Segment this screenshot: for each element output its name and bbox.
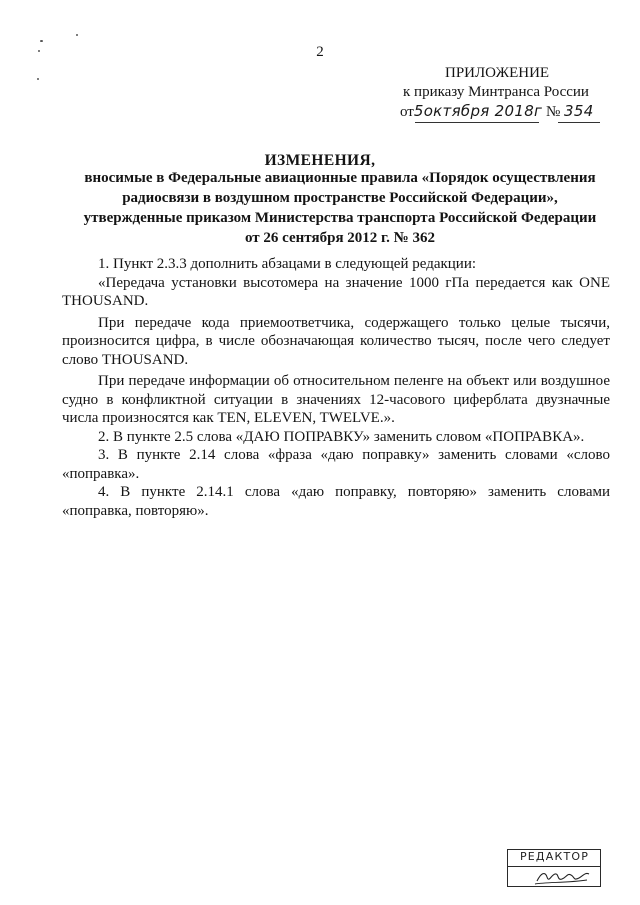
paragraph: «Передача установки высотомера на значение 1000 гПа передается как ONE THOUSAND. bbox=[62, 274, 610, 309]
body-text bbox=[62, 255, 610, 520]
subtitle-line: утвержденные приказом Министерства транспорта Российской Федерации bbox=[83, 210, 597, 226]
scan-speck bbox=[76, 34, 78, 36]
handwritten-number: 354 bbox=[564, 102, 594, 120]
document-title: ИЗМЕНЕНИЯ, bbox=[264, 152, 376, 169]
signature-scribble bbox=[507, 849, 603, 889]
subtitle-line: радиосвязи в воздушном пространстве Российской Федерации», bbox=[122, 190, 558, 206]
stamp-label: РЕДАКТОР bbox=[519, 850, 590, 863]
paragraph: 3. В пункте 2.14 слова «фраза «даю поправку» заменить словами «слово «поправка». bbox=[62, 447, 610, 482]
appendix-block bbox=[398, 64, 618, 124]
paragraph: При передаче информации об относительном пеленге на объект или воздушное судно в конфликтной ситуации в значениях 12-часового циферблата двузначные числа произносятся как TEN, ELEVEN, TWELVE.». bbox=[62, 373, 610, 426]
appendix-order-ref: к приказу Минтранса России bbox=[403, 84, 589, 100]
scan-speck bbox=[40, 40, 43, 42]
subtitle-line: от 26 сентября 2012 г. № 362 bbox=[245, 230, 435, 246]
number-underline bbox=[558, 122, 600, 123]
paragraph: При передаче кода приемоответчика, содержащего только целые тысячи, произносится цифра, в числе обозначающая количество тысяч, после чего следует слово THOUSAND. bbox=[62, 314, 610, 368]
paragraph: 4. В пункте 2.14.1 слова «даю поправку, повторяю» заменить словами «поправка, повторяю». bbox=[62, 484, 610, 519]
document-subtitle bbox=[60, 168, 620, 248]
handwritten-date: 5октября 2018г bbox=[413, 102, 543, 120]
subtitle-line: вносимые в Федеральные авиационные правила «Порядок осуществления bbox=[84, 170, 596, 186]
scan-speck bbox=[37, 78, 39, 80]
page-number: 2 bbox=[316, 44, 324, 60]
paragraph: 2. В пункте 2.5 слова «ДАЮ ПОПРАВКУ» заменить словом «ПОПРАВКА». bbox=[98, 428, 585, 445]
date-prefix: от bbox=[400, 104, 414, 120]
appendix-date-line bbox=[398, 102, 618, 124]
number-prefix: № bbox=[545, 104, 561, 120]
editor-stamp bbox=[507, 849, 603, 889]
date-underline bbox=[415, 122, 539, 123]
paragraph: 1. Пункт 2.3.3 дополнить абзацами в следующей редакции: bbox=[98, 256, 477, 272]
appendix-title: ПРИЛОЖЕНИЕ bbox=[445, 65, 550, 81]
